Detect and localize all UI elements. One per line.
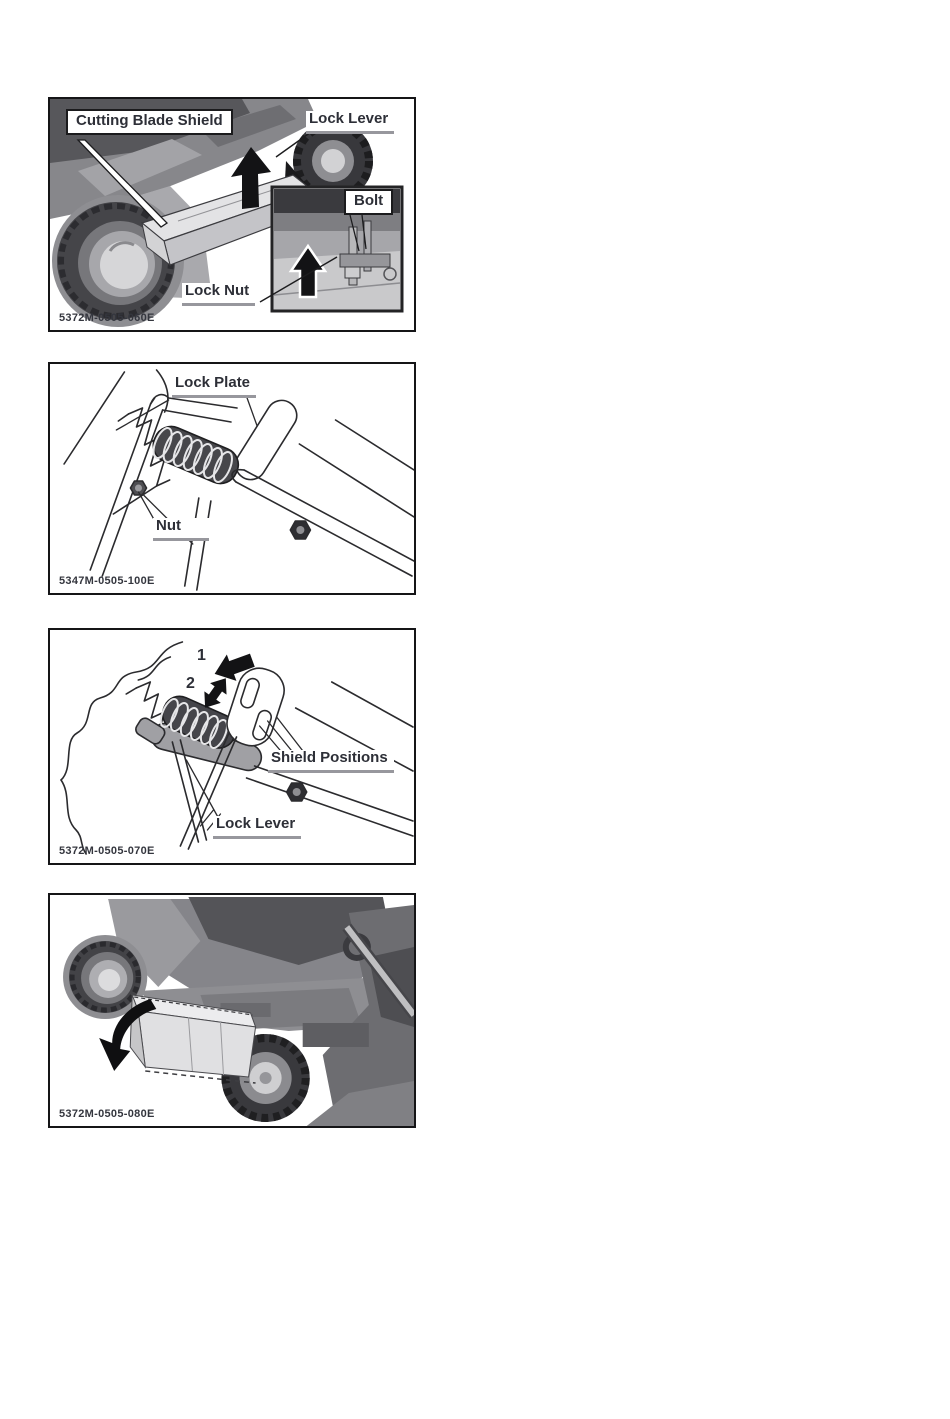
figure-code: 5347M-0505-100E bbox=[59, 575, 155, 587]
figure-shield-lowered bbox=[48, 893, 416, 1128]
figure-shield-positions bbox=[48, 628, 416, 865]
label-lock-plate: Lock Plate bbox=[172, 375, 256, 398]
label-lock-lever: Lock Lever bbox=[213, 816, 301, 839]
figure-cutting-blade-shield bbox=[48, 97, 416, 332]
figure-code: 5372M-0505-070E bbox=[59, 845, 155, 857]
illustration-lock-plate bbox=[50, 364, 414, 593]
label-lock-nut: Lock Nut bbox=[182, 283, 255, 306]
label-lock-lever: Lock Lever bbox=[306, 111, 394, 134]
label-position-1: 1 bbox=[197, 647, 206, 664]
label-bolt: Bolt bbox=[344, 189, 393, 215]
figure-code: 5372M-0505-080E bbox=[59, 1108, 155, 1120]
label-nut: Nut bbox=[153, 518, 209, 541]
label-position-2: 2 bbox=[186, 675, 195, 692]
rod-bolt bbox=[287, 783, 307, 801]
figure-lock-plate bbox=[48, 362, 416, 595]
spring bbox=[148, 421, 244, 489]
illustration-mower-shield-lowered bbox=[50, 895, 414, 1126]
label-cutting-blade-shield: Cutting Blade Shield bbox=[66, 109, 233, 135]
rod-bolt bbox=[290, 521, 310, 539]
line-art bbox=[64, 370, 414, 590]
figure-code: 5372M-0505-060E bbox=[59, 312, 155, 324]
label-shield-positions: Shield Positions bbox=[268, 750, 394, 773]
